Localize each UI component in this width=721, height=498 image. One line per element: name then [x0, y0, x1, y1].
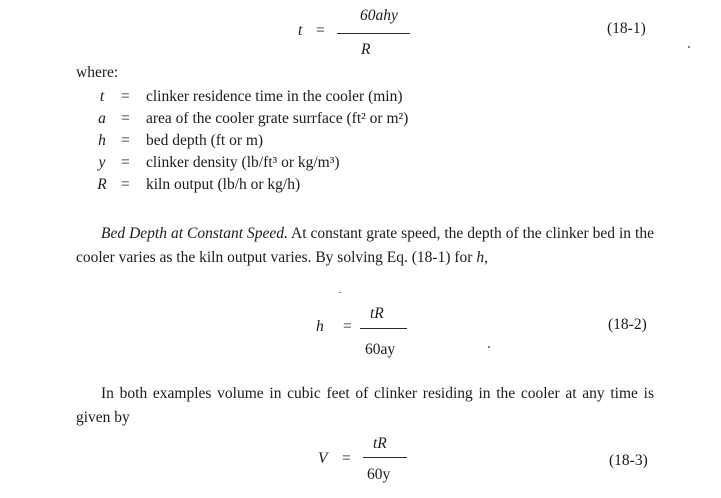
eq3-equals: =	[342, 450, 351, 467]
paragraph-bed-depth	[76, 222, 654, 270]
definition-text: clinker density (lb/ft³ or kg/m³)	[146, 154, 340, 171]
eq1-number: (18-1)	[607, 20, 646, 37]
eq3-number: (18-3)	[609, 452, 648, 469]
eq2-denominator: 60ay	[365, 341, 396, 358]
eq3-numerator: tR	[373, 435, 387, 452]
definition-symbol: t	[99, 88, 105, 105]
definition-symbol: h	[98, 132, 106, 149]
where-label: where:	[76, 64, 119, 81]
definition-text: area of the cooler grate surrface (ft² or m²)	[146, 110, 409, 127]
definition-equals: =	[121, 132, 130, 149]
eq2-lhs: h	[316, 318, 324, 335]
eq2-numerator: tR	[370, 305, 384, 322]
eq1-lhs: t	[298, 22, 303, 39]
paragraph-end: ,	[484, 249, 488, 266]
paragraph-variable: h	[476, 249, 485, 266]
eq1-fraction-bar	[337, 33, 410, 34]
scan-speck	[339, 292, 341, 293]
definition-text: kiln output (lb/h or kg/h)	[146, 176, 301, 193]
paragraph-body: At constant grate speed, the depth of the clinker bed in the cooler varies as the kiln output varies. By solving Eq. (18-1) for	[76, 225, 654, 266]
definition-equals: =	[121, 176, 130, 193]
definition-equals: =	[121, 88, 130, 105]
eq3-fraction-bar	[363, 457, 407, 458]
eq2-equals: =	[343, 318, 352, 335]
eq1-equals: =	[316, 22, 325, 39]
eq1-denominator: R	[361, 41, 371, 58]
definition-symbol: y	[98, 154, 106, 171]
paragraph-heading: Bed Depth at Constant Speed.	[101, 225, 288, 242]
definition-symbol: a	[98, 110, 106, 127]
paragraph-volume: In both examples volume in cubic feet of clinker residing in the cooler at any time is given by	[76, 385, 654, 426]
definition-text: clinker residence time in the cooler (min)	[146, 88, 403, 105]
scan-speck	[488, 346, 490, 348]
eq3-denominator: 60y	[367, 466, 391, 483]
eq3-lhs: V	[318, 450, 328, 467]
eq1-numerator: 60ahy	[360, 7, 398, 24]
eq2-number: (18-2)	[608, 316, 647, 333]
definition-equals: =	[121, 110, 130, 127]
definition-text: bed depth (ft or m)	[146, 132, 264, 149]
scan-speck	[688, 46, 690, 48]
eq2-fraction-bar	[360, 328, 407, 329]
definition-symbol: R	[97, 176, 107, 193]
definition-equals: =	[121, 154, 130, 171]
